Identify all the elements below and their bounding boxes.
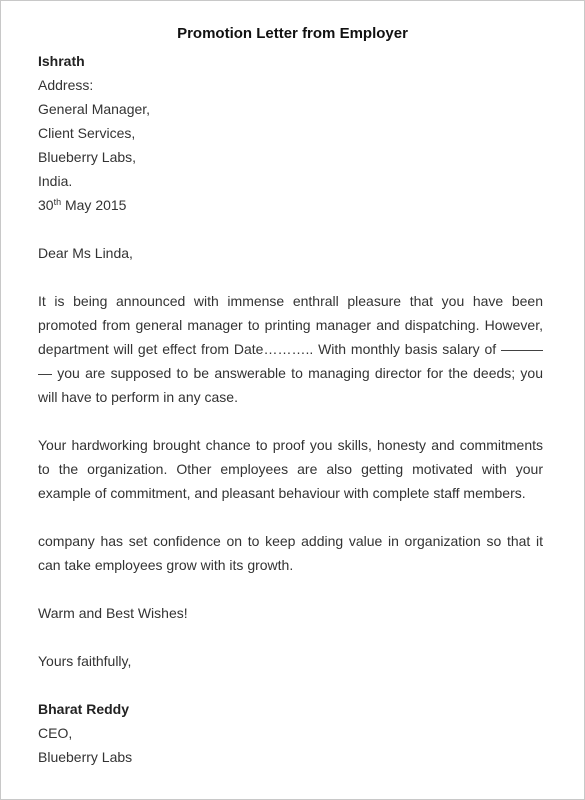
letter-body — [38, 49, 543, 769]
address-label: Address: — [38, 77, 94, 93]
date-suffix: th — [53, 197, 62, 207]
letter-title: Promotion Letter from Employer — [177, 25, 408, 42]
salutation: Dear Ms Linda, — [38, 245, 133, 261]
date-day: 30 — [38, 197, 54, 213]
address-line-country: India. — [38, 173, 73, 189]
spacer — [38, 625, 543, 649]
spacer — [38, 673, 543, 697]
spacer — [38, 505, 543, 529]
address-line-company: Blueberry Labs, — [38, 149, 137, 165]
date-month-year: May 2015 — [61, 197, 127, 213]
paragraph-announcement: It is being announced with immense enthrall pleasure that you have been promoted from general manager to printing manager and dispatching. However, department will get effect from Date……….. With monthly basis salary of ——— — you are supposed to be answerable to managing director for the deeds; you will have to perform in any case. — [38, 293, 543, 405]
sender-title: CEO, — [38, 725, 73, 741]
sender-company: Blueberry Labs — [38, 749, 133, 765]
address-line-position: General Manager, — [38, 101, 151, 117]
sender-name: Bharat Reddy — [38, 701, 130, 717]
paragraph-hardworking: Your hardworking brought chance to proof you skills, honesty and commitments to the organization. Other employees are also getting motivated with your example of commitment, and pleasant behaviour with complete staff members. — [38, 437, 543, 501]
recipient-name: Ishrath — [38, 53, 85, 69]
letter-date — [38, 193, 543, 217]
wishes: Warm and Best Wishes! — [38, 605, 188, 621]
spacer — [38, 265, 543, 289]
closing: Yours faithfully, — [38, 653, 132, 669]
paragraph-confidence: company has set confidence on to keep adding value in organization so that it can take employees grow with its growth. — [38, 533, 543, 573]
address-line-department: Client Services, — [38, 125, 136, 141]
spacer — [38, 409, 543, 433]
spacer — [38, 577, 543, 601]
spacer — [38, 217, 543, 241]
